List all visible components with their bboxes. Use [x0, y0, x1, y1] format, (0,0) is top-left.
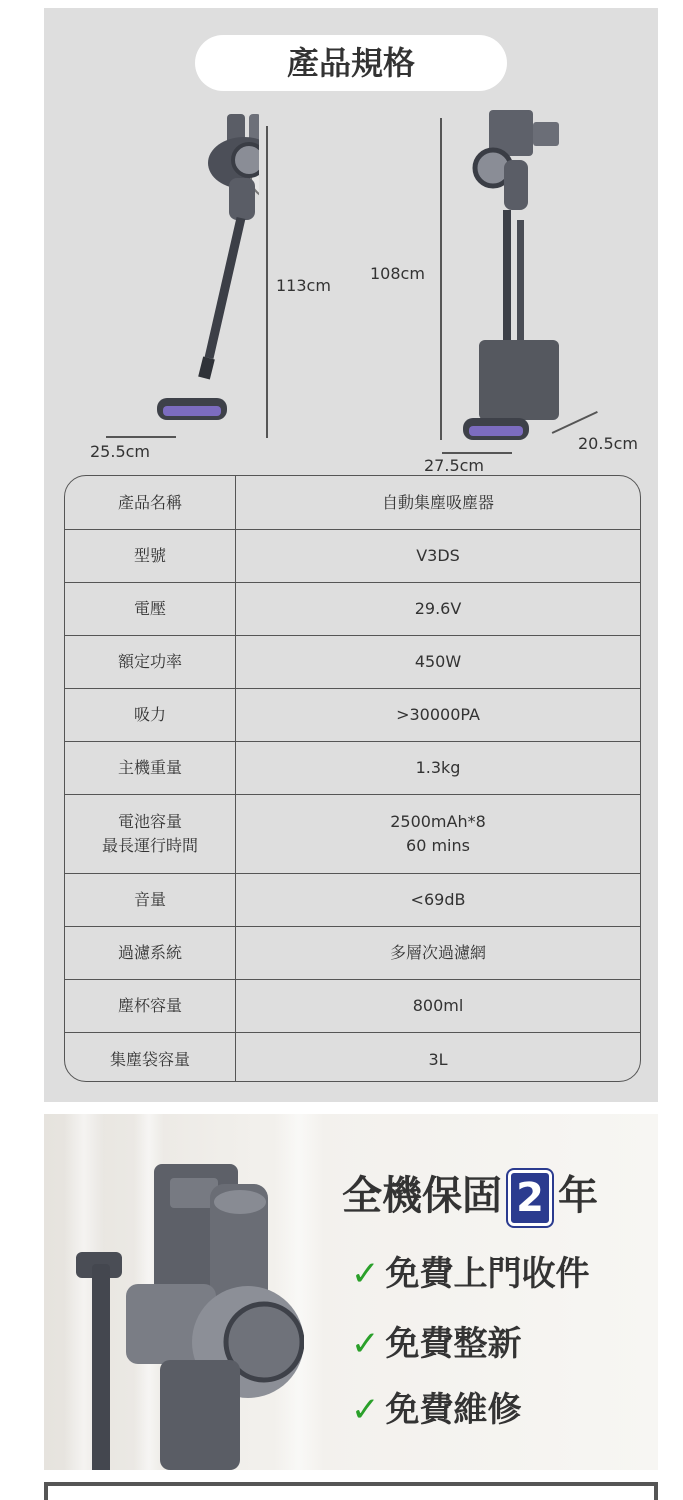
spec-value: >30000PA	[396, 705, 480, 724]
vacuum-stick-image	[99, 108, 259, 438]
spec-label: 額定功率	[65, 636, 236, 688]
table-row	[65, 530, 640, 583]
spec-value: 29.6V	[414, 599, 462, 618]
dim-line-height-2	[440, 118, 442, 440]
spec-label: 型號	[65, 530, 236, 582]
warranty-item	[351, 1316, 522, 1365]
table-row	[65, 742, 640, 795]
spec-value: <69dB	[410, 890, 466, 909]
warranty-item	[351, 1246, 590, 1295]
spec-label-line1: 電池容量	[117, 812, 182, 831]
table-row	[65, 1033, 640, 1082]
table-row	[65, 980, 640, 1033]
dim-line-width-2	[442, 452, 512, 454]
vacuum-closeup-image	[74, 1164, 304, 1470]
dim-depth-2: 20.5cm	[578, 434, 639, 453]
spec-label-line2: 最長運行時間	[101, 836, 198, 855]
warranty-item	[351, 1382, 522, 1431]
spec-label: 集塵袋容量	[65, 1033, 236, 1082]
table-row	[65, 689, 640, 742]
spec-value: 800ml	[412, 996, 464, 1015]
spec-value	[236, 795, 640, 873]
dim-height-2: 108cm	[370, 264, 425, 283]
spec-label: 吸力	[65, 689, 236, 741]
warranty-title	[342, 1164, 598, 1226]
spec-label: 產品名稱	[65, 476, 236, 529]
spec-label: 塵杯容量	[65, 980, 236, 1032]
spec-value: 450W	[414, 652, 462, 671]
spec-label: 過濾系統	[65, 927, 236, 979]
spec-label: 主機重量	[65, 742, 236, 794]
dim-line-width-1	[106, 436, 176, 438]
dim-line-height-1	[266, 126, 268, 438]
vacuum-dock-image	[449, 100, 569, 450]
check-icon: ✓	[351, 1324, 380, 1364]
warranty-banner	[44, 1114, 658, 1470]
warranty-item-label: 免費上門收件	[385, 1254, 590, 1294]
table-row	[65, 476, 640, 530]
table-row	[65, 795, 640, 874]
spec-value-line2: 60 mins	[406, 836, 470, 855]
table-row	[65, 636, 640, 689]
spec-value: 1.3kg	[415, 758, 461, 777]
spec-table	[64, 475, 641, 1082]
check-icon: ✓	[351, 1390, 380, 1430]
dim-width-1: 25.5cm	[90, 442, 151, 461]
spec-label: 電壓	[65, 583, 236, 635]
spec-label	[65, 795, 236, 873]
dim-width-2: 27.5cm	[424, 456, 485, 475]
page-title: 產品規格	[195, 35, 507, 91]
warranty-title-post: 年	[558, 1173, 598, 1219]
table-row	[65, 927, 640, 980]
spec-label: 音量	[65, 874, 236, 926]
table-row	[65, 874, 640, 927]
dim-height-1: 113cm	[276, 276, 331, 295]
check-icon: ✓	[351, 1254, 380, 1294]
spec-value-line1: 2500mAh*8	[390, 812, 486, 831]
spec-value: 3L	[428, 1050, 448, 1069]
spec-value: 多層次過濾網	[389, 943, 486, 962]
next-section-frame	[44, 1482, 658, 1500]
warranty-title-pre: 全機保固	[342, 1173, 502, 1219]
warranty-item-label: 免費維修	[385, 1390, 522, 1430]
spec-panel	[44, 8, 658, 1102]
spec-value: V3DS	[416, 546, 460, 565]
table-row	[65, 583, 640, 636]
spec-value: 自動集塵吸塵器	[381, 492, 494, 512]
warranty-item-label: 免費整新	[385, 1324, 522, 1364]
warranty-years-badge: 2	[508, 1170, 552, 1226]
